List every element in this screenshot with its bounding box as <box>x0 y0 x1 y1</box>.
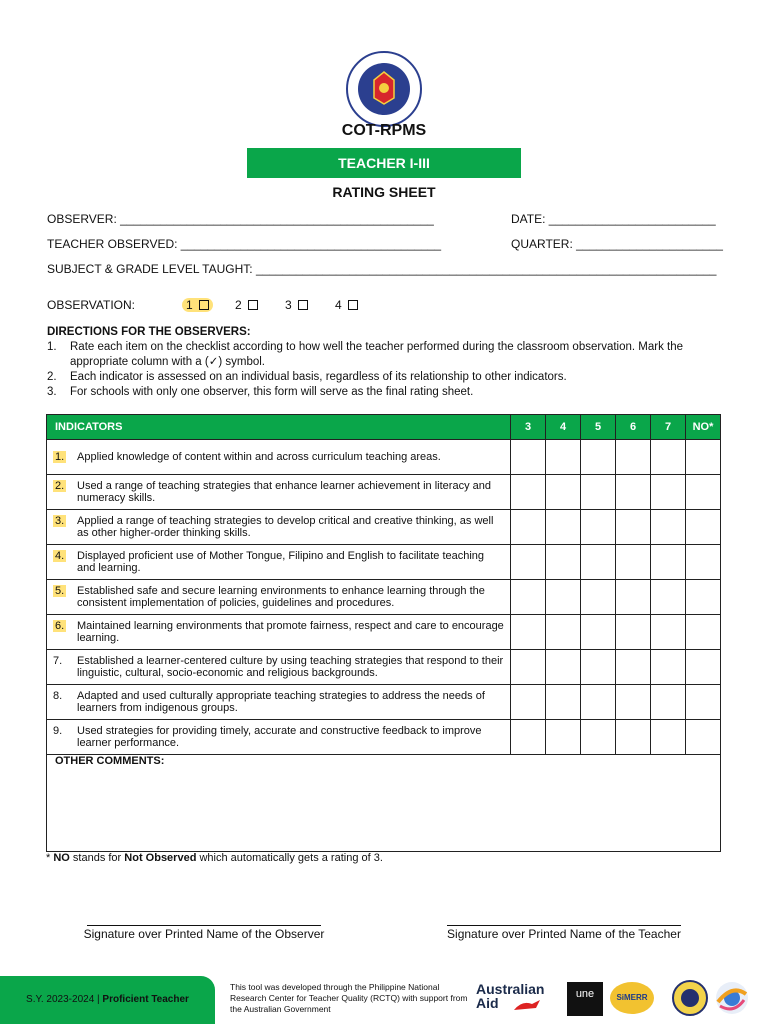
page-title: COT-RPMS <box>341 122 427 139</box>
indicator-cell <box>47 685 511 720</box>
indicator-text: Applied a range of teaching strategies to develop critical and creative thinking, as well as other higher-order thinking skills. <box>77 515 494 539</box>
footnote <box>46 852 383 864</box>
observation-option-label: 1 <box>186 298 193 312</box>
rating-cell[interactable] <box>511 720 546 755</box>
rating-cell[interactable] <box>686 510 721 545</box>
rating-cell[interactable] <box>686 650 721 685</box>
observation-option-1[interactable] <box>182 296 213 314</box>
indicator-cell <box>47 510 511 545</box>
observation-option-label: 2 <box>235 298 242 312</box>
indicator-text: Applied knowledge of content within and across curriculum teaching areas. <box>77 451 441 463</box>
checkbox-icon <box>248 300 258 310</box>
rating-cell[interactable] <box>686 720 721 755</box>
direction-number: 3. <box>47 386 57 398</box>
kangaroo-icon <box>512 998 542 1012</box>
indicator-cell <box>47 580 511 615</box>
rating-cell[interactable] <box>546 545 581 580</box>
teacher-signature-label: Signature over Printed Name of the Teacher <box>447 927 681 941</box>
rating-cell[interactable] <box>651 475 686 510</box>
indicator-number-text: 7. <box>53 655 63 667</box>
rating-cell[interactable] <box>616 615 651 650</box>
indicator-text: Maintained learning environments that promote fairness, respect and care to encourage learning. <box>77 620 504 644</box>
checkbox-icon <box>298 300 308 310</box>
indicator-number <box>53 585 77 609</box>
direction-text: For schools with only one observer, this form will serve as the final rating sheet. <box>70 386 474 398</box>
footer-band <box>0 976 215 1024</box>
rating-cell[interactable] <box>651 720 686 755</box>
rating-cell[interactable] <box>686 580 721 615</box>
directions-heading: DIRECTIONS FOR THE OBSERVERS: <box>47 326 251 338</box>
aid-line2: Aid <box>476 995 499 1011</box>
rating-cell[interactable] <box>546 685 581 720</box>
observer-field[interactable]: OBSERVER: _______________________________________________ <box>47 212 434 226</box>
teacher-level: Proficient Teacher <box>102 994 189 1005</box>
indicator-number-text: 3. <box>55 515 65 527</box>
indicator-cell <box>47 720 511 755</box>
rating-cell[interactable] <box>511 475 546 510</box>
rating-cell[interactable] <box>546 580 581 615</box>
indicator-text: Established safe and secure learning environments to enhance learning through the consistent implementation of policies, guidelines and procedures. <box>77 585 485 609</box>
rating-cell[interactable] <box>581 685 616 720</box>
indicator-number <box>53 515 77 539</box>
observation-option-3[interactable] <box>285 296 308 314</box>
rating-cell[interactable] <box>616 545 651 580</box>
rating-cell[interactable] <box>511 615 546 650</box>
page-subtitle: RATING SHEET <box>332 184 436 200</box>
footnote-text: stands for <box>72 852 122 864</box>
indicator-text: Used a range of teaching strategies that enhance learner achievement in literacy and numeracy skills. <box>77 480 491 504</box>
rating-cell[interactable] <box>686 440 721 475</box>
rating-cell[interactable] <box>651 440 686 475</box>
header-rating-6: 6 <box>616 415 651 440</box>
indicator-cell <box>47 650 511 685</box>
indicator-number <box>53 451 77 463</box>
rating-cell[interactable] <box>581 510 616 545</box>
rating-cell[interactable] <box>651 580 686 615</box>
rating-cell[interactable] <box>616 475 651 510</box>
table-row <box>47 580 721 615</box>
table-row <box>47 615 721 650</box>
table-row <box>47 650 721 685</box>
rctq-logo <box>714 980 750 1016</box>
indicator-text: Established a learner-centered culture by using teaching strategies that respond to their linguistic, cultural, socio-economic and religious backgrounds. <box>77 655 504 679</box>
rating-cell[interactable] <box>546 475 581 510</box>
direction-item <box>47 370 737 385</box>
direction-item <box>47 385 737 400</box>
indicator-cell <box>47 615 511 650</box>
header-rating-7: 7 <box>651 415 686 440</box>
other-comments-label: OTHER COMMENTS: <box>55 755 165 767</box>
rating-cell[interactable] <box>616 650 651 685</box>
direction-number: 2. <box>47 371 57 383</box>
indicator-cell <box>47 545 511 580</box>
other-comments-box[interactable] <box>46 755 721 852</box>
rating-cell[interactable] <box>651 615 686 650</box>
rating-cell[interactable] <box>511 580 546 615</box>
checkbox-icon <box>199 300 209 310</box>
observation-option-2[interactable] <box>235 296 258 314</box>
indicator-cell <box>47 440 511 475</box>
rating-cell[interactable] <box>581 475 616 510</box>
simerr-logo: SiMERR <box>610 982 654 1014</box>
teacher-level-band: TEACHER I-III <box>247 148 521 178</box>
rating-cell[interactable] <box>511 545 546 580</box>
school-year: S.Y. 2023-2024 | <box>26 994 100 1005</box>
rating-cell[interactable] <box>546 650 581 685</box>
rating-cell[interactable] <box>511 685 546 720</box>
rating-cell[interactable] <box>581 580 616 615</box>
indicators-table <box>46 414 721 755</box>
rating-cell[interactable] <box>616 685 651 720</box>
footnote-text: which automatically gets a rating of 3. <box>199 852 383 864</box>
rating-cell[interactable] <box>546 615 581 650</box>
rating-cell[interactable] <box>686 545 721 580</box>
direction-number: 1. <box>47 341 57 353</box>
table-row <box>47 475 721 510</box>
pnu-seal-logo <box>672 980 708 1016</box>
footnote-not-observed: Not Observed <box>124 852 197 864</box>
rating-cell[interactable] <box>581 615 616 650</box>
australian-aid-logo <box>476 982 544 1010</box>
rating-cell[interactable] <box>616 510 651 545</box>
footnote-star: * <box>46 852 51 864</box>
direction-item <box>47 340 737 370</box>
footer-credit: This tool was developed through the Philippine National Research Center for Teacher Quality (RCTQ) with support from the Australian Government <box>230 982 468 1014</box>
indicator-number-text: 2. <box>55 480 65 492</box>
header-not-observed: NO* <box>686 415 721 440</box>
rating-cell[interactable] <box>616 580 651 615</box>
direction-text: Rate each item on the checklist according to how well the teacher performed during the classroom observation. Mark the appropriate column with a (✓) symbol. <box>70 341 684 368</box>
rating-cell[interactable] <box>511 510 546 545</box>
direction-text: Each indicator is assessed on an individual basis, regardless of its relationship to other indicators. <box>70 371 567 383</box>
rating-cell[interactable] <box>651 545 686 580</box>
indicator-number-text: 1. <box>55 451 65 463</box>
indicator-number <box>53 550 77 574</box>
indicator-cell <box>47 475 511 510</box>
table-row <box>47 545 721 580</box>
rating-cell[interactable] <box>651 650 686 685</box>
table-row <box>47 720 721 755</box>
header-indicators: INDICATORS <box>47 415 511 440</box>
header-rating-3: 3 <box>511 415 546 440</box>
table-row <box>47 510 721 545</box>
rating-cell[interactable] <box>546 510 581 545</box>
observer-signature-label: Signature over Printed Name of the Observer <box>83 927 325 941</box>
header-rating-4: 4 <box>546 415 581 440</box>
rating-cell[interactable] <box>581 545 616 580</box>
indicator-number <box>53 655 77 679</box>
directions-section <box>47 325 737 400</box>
footnote-no: NO <box>53 852 70 864</box>
aid-line1: Australian <box>476 981 545 997</box>
table-header-row <box>47 415 721 440</box>
indicator-number <box>53 620 77 644</box>
observation-option-label: 3 <box>285 298 292 312</box>
indicator-number-text: 9. <box>53 725 63 737</box>
une-logo: une <box>567 982 603 1016</box>
table-row <box>47 440 721 475</box>
indicator-number-text: 8. <box>53 690 63 702</box>
quarter-field[interactable]: QUARTER: ______________________ <box>511 237 723 251</box>
rating-cell[interactable] <box>616 720 651 755</box>
indicator-number-text: 6. <box>55 620 65 632</box>
rating-cell[interactable] <box>581 720 616 755</box>
rating-cell[interactable] <box>686 615 721 650</box>
header-rating-5: 5 <box>581 415 616 440</box>
observation-label: OBSERVATION: <box>47 298 136 312</box>
rating-cell[interactable] <box>686 685 721 720</box>
indicator-text: Adapted and used culturally appropriate teaching strategies to address the needs of learners from indigenous groups. <box>77 690 485 714</box>
rating-cell[interactable] <box>581 440 616 475</box>
rating-cell[interactable] <box>546 440 581 475</box>
rating-cell[interactable] <box>686 475 721 510</box>
indicator-number <box>53 725 77 749</box>
observer-signature-line[interactable] <box>87 925 321 926</box>
indicator-number-text: 4. <box>55 550 65 562</box>
deped-seal-logo <box>345 50 423 128</box>
rating-cell[interactable] <box>546 720 581 755</box>
rating-cell[interactable] <box>616 440 651 475</box>
teacher-observed-field[interactable]: TEACHER OBSERVED: _______________________________________ <box>47 237 442 251</box>
teacher-signature-line[interactable] <box>447 925 681 926</box>
checkbox-icon <box>348 300 358 310</box>
rating-cell[interactable] <box>511 650 546 685</box>
rating-cell[interactable] <box>651 510 686 545</box>
indicator-number-text: 5. <box>55 585 65 597</box>
rating-cell[interactable] <box>511 440 546 475</box>
rating-cell[interactable] <box>581 650 616 685</box>
table-row <box>47 685 721 720</box>
indicator-text: Displayed proficient use of Mother Tongue, Filipino and English to facilitate teaching and learning. <box>77 550 485 574</box>
subject-grade-field[interactable]: SUBJECT & GRADE LEVEL TAUGHT: _____________________________________________________________________ <box>47 262 717 276</box>
indicator-number <box>53 480 77 504</box>
indicator-text: Used strategies for providing timely, accurate and constructive feedback to improve learner performance. <box>77 725 482 749</box>
rating-cell[interactable] <box>651 685 686 720</box>
indicator-number <box>53 690 77 714</box>
observation-option-4[interactable] <box>335 296 358 314</box>
observation-option-label: 4 <box>335 298 342 312</box>
date-field[interactable]: DATE: _________________________ <box>511 212 716 226</box>
